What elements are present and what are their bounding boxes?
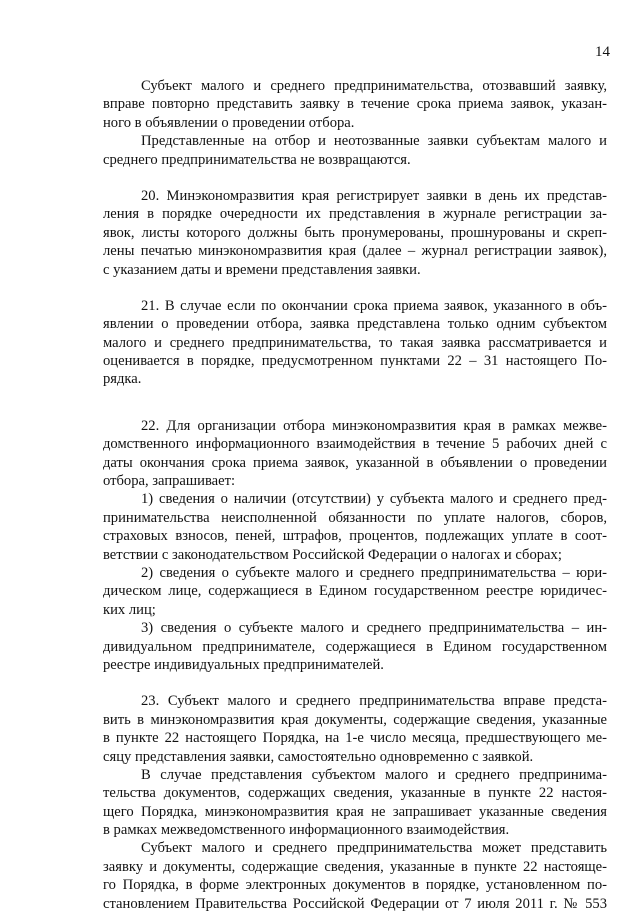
- text-line: Представленные на отбор и неотозванные заявки субъектам малого и: [141, 133, 607, 150]
- text-line: лены печатью минэкономразвития края (далее – журнал регистрации заявок),: [103, 243, 607, 260]
- paragraph-gap: [103, 169, 607, 187]
- text-line: даты окончания срока приема заявок, указанной в объявлении о проведении: [103, 454, 607, 471]
- paragraph-gap: [103, 389, 607, 417]
- page-number: 14: [595, 44, 610, 60]
- text-line: среднего предпринимательства не возвращаются.: [103, 151, 411, 168]
- text-line: В случае представления субъектом малого и среднего предпринима-: [141, 766, 607, 783]
- text-line: сяцу представления заявки, самостоятельно одновременно с заявкой.: [103, 748, 534, 765]
- text-line: в рамках межведомственного информационного взаимодействия.: [103, 822, 510, 839]
- document-body: [103, 77, 607, 913]
- text-line: заявку и документы, содержащие сведения, указанные в пункте 22 настояще-: [103, 858, 607, 875]
- paragraph-gap: [103, 279, 607, 297]
- text-line: дивидуальном предпринимателе, содержащиеся в Едином государственном: [103, 638, 607, 655]
- text-line: щего Порядка, минэкономразвития края не запрашивает указанные сведения: [103, 803, 607, 820]
- text-line: реестре индивидуальных предпринимателей.: [103, 656, 384, 673]
- text-line: 3) сведения о субъекте малого и среднего предпринимательства – ин-: [141, 620, 607, 637]
- text-line: Субъект малого и среднего предпринимательства может представить: [141, 840, 607, 857]
- text-line: страховых взносов, пеней, штрафов, процентов, подлежащих уплате в соот-: [103, 528, 607, 545]
- text-line: ления в порядке очередности их представления в журнале регистрации за-: [103, 206, 607, 223]
- text-line: отбора, запрашивает:: [103, 473, 236, 490]
- text-line: оценивается в порядке, предусмотренном пунктами 22 – 31 настоящего По-: [103, 353, 607, 370]
- text-line: 23. Субъект малого и среднего предпринимательства вправе предста-: [141, 693, 607, 710]
- text-line: 22. Для организации отбора минэкономразвития края в рамках межве-: [141, 417, 607, 434]
- paragraph-gap: [103, 674, 607, 692]
- text-line: явлении о проведении отбора, заявка представлена только одним субъектом: [103, 316, 607, 333]
- text-line: 20. Минэкономразвития края регистрирует заявки в день их представ-: [141, 187, 607, 204]
- text-line: принимательства неисполненной обязанности по уплате налогов, сборов,: [103, 509, 607, 526]
- text-line: в пункте 22 настоящего Порядка, на 1-е число месяца, предшествующего ме-: [103, 730, 607, 747]
- text-line: становлением Правительства Российской Федерации от 7 июля 2011 г. № 553: [103, 895, 607, 912]
- text-line: ного в объявлении о проведении отбора.: [103, 114, 355, 131]
- text-line: ветствии с законодательством Российской Федерации о налогах и сборах;: [103, 546, 562, 563]
- text-line: вить в минэкономразвития края документы, содержащие сведения, указанные: [103, 711, 607, 728]
- text-line: тельства документов, содержащих сведения, указанные в пункте 22 настоя-: [103, 785, 607, 802]
- text-line: с указанием даты и времени представления заявки.: [103, 261, 421, 278]
- text-line: Субъект малого и среднего предпринимательства, отозвавший заявку,: [141, 78, 607, 94]
- text-line: ких лиц;: [103, 601, 156, 618]
- text-line: явок, листы которого должны быть пронумерованы, прошнурованы и скреп-: [103, 224, 607, 241]
- text-line: рядка.: [103, 371, 142, 388]
- text-line: 2) сведения о субъекте малого и среднего предпринимательства – юри-: [141, 564, 607, 581]
- text-line: дическом лице, содержащиеся в Едином государственном реестре юридичес-: [103, 583, 607, 600]
- text-line: малого и среднего предпринимательства, то такая заявка рассматривается и: [103, 334, 607, 351]
- text-line: вправе повторно представить заявку в течение срока приема заявок, указан-: [103, 96, 607, 113]
- text-line: 1) сведения о наличии (отсутствии) у субъекта малого и среднего пред-: [141, 491, 607, 508]
- text-line: 21. В случае если по окончании срока приема заявок, указанного в объ-: [141, 297, 607, 314]
- text-line: домственного информационного взаимодействия в течение 5 рабочих дней с: [103, 436, 607, 453]
- text-line: го Порядка, в форме электронных документов в порядке, установленном по-: [103, 877, 607, 894]
